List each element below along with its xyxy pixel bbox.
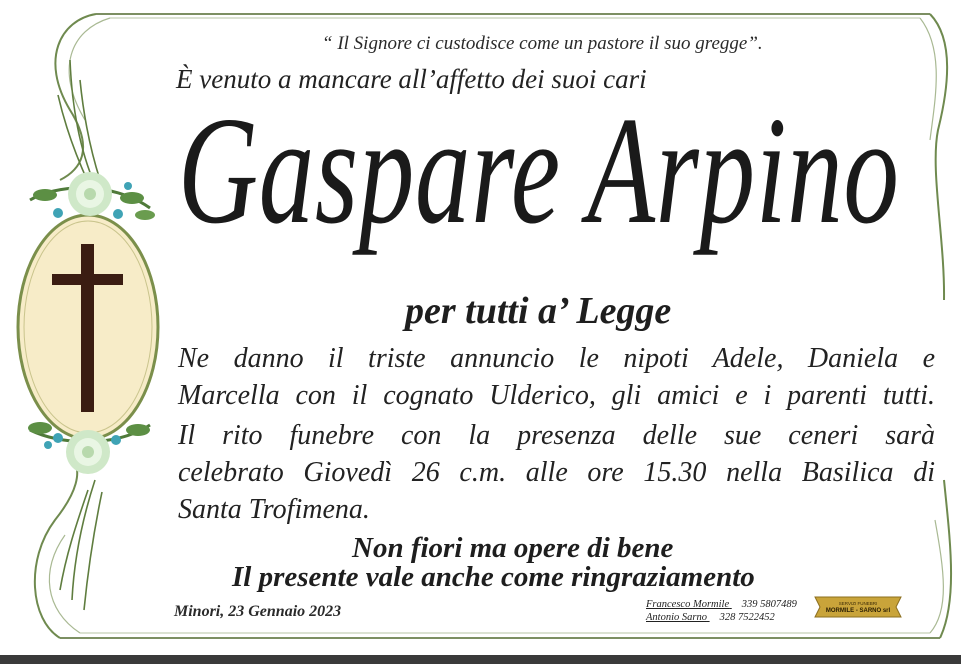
grass-decoration-top	[58, 60, 100, 185]
announcement-line-2: Marcella con il cognato Ulderico, gli amici e i parenti tutti.	[178, 380, 935, 411]
frame-right-bottom-flourish-2	[930, 520, 943, 633]
funeral-line-3: Santa Trofimena.	[178, 494, 370, 525]
place-date: Minori, 23 Gennaio 2023	[174, 603, 342, 620]
funeral-contacts	[646, 598, 797, 624]
contact-phone: 339 5807489	[741, 599, 797, 610]
announcement-line-1: Ne danno il triste annuncio le nipoti Adele, Daniela e	[178, 343, 935, 374]
frame-left-bottom-flourish-2	[49, 535, 80, 633]
funeral-line-1: Il rito funebre con la presenza delle sue ceneri sarà	[178, 420, 935, 451]
flower-garland-top-icon	[30, 172, 155, 220]
contact-row	[646, 598, 797, 611]
funeral-home-logo	[812, 593, 904, 621]
frame-left-bottom-flourish	[35, 455, 77, 638]
contact-phone: 328 7522452	[719, 612, 775, 623]
frame-left-flourish-2	[69, 18, 110, 120]
bottom-bar	[0, 655, 961, 664]
frame-right-flourish-2	[920, 18, 936, 140]
deceased-name: Gaspare Arpino	[178, 86, 900, 256]
contact-name: Antonio Sarno	[646, 612, 707, 623]
closing-line-1: Non fiori ma opere di bene	[352, 532, 674, 564]
contact-row	[646, 611, 797, 624]
nickname-line: per tutti a’ Legge	[405, 290, 672, 332]
contact-name: Francesco Mormile	[646, 599, 730, 610]
intro-line: È venuto a mancare all’affetto dei suoi cari	[176, 64, 647, 94]
logo-line-1: SERVIZI FUNEBRI	[838, 601, 878, 606]
logo-line-2: MORMILE - SARNO srl	[825, 608, 891, 614]
closing-line-2: Il presente vale anche come ringraziamento	[232, 561, 755, 593]
frame-left-flourish	[55, 14, 96, 180]
funeral-paragraph	[178, 417, 935, 528]
announcement-paragraph	[178, 340, 935, 414]
funeral-line-2: celebrato Giovedì 26 c.m. alle ore 15.30 nella Basilica di	[178, 457, 935, 488]
grass-decoration-bottom	[60, 480, 102, 610]
scripture-quote: “ Il Signore ci custodisce come un pastore il suo gregge”.	[322, 33, 763, 54]
frame-right-flourish	[930, 14, 947, 300]
